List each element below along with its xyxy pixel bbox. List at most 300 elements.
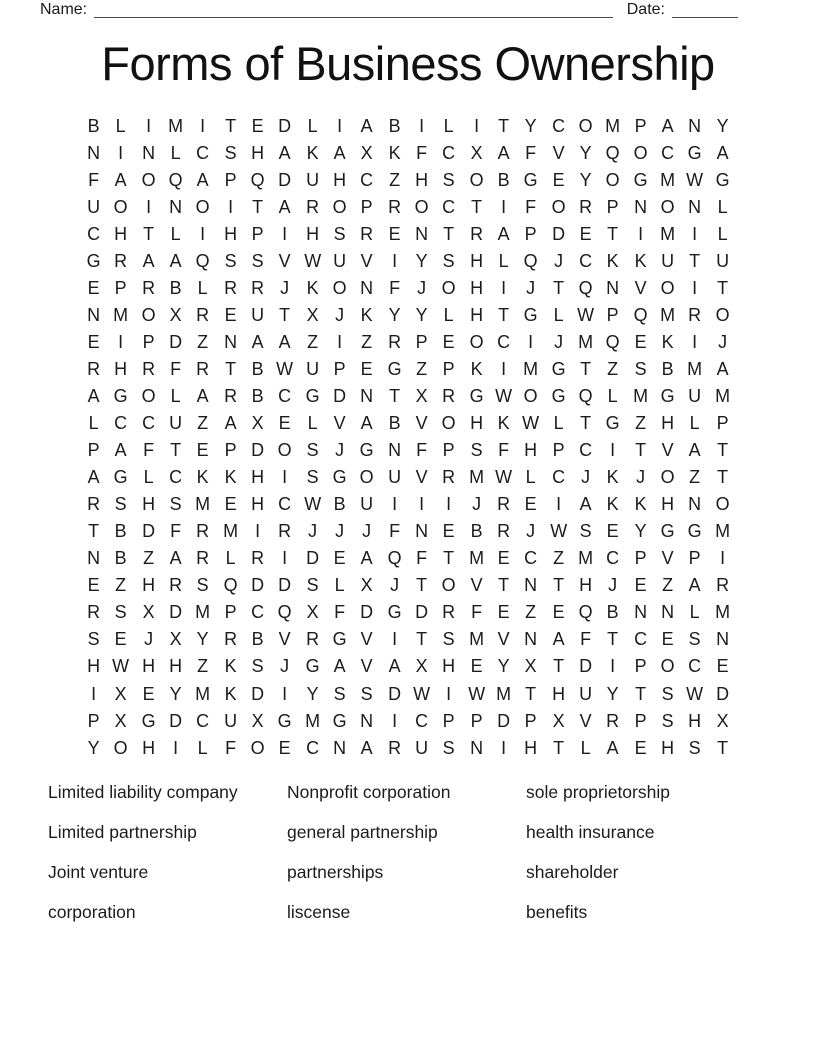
grid-letter: R	[606, 709, 620, 731]
grid-letter: N	[360, 384, 374, 406]
grid-letter: U	[305, 357, 319, 379]
grid-letter: O	[141, 168, 156, 190]
grid-letter: I	[200, 114, 206, 136]
grid-letter: P	[142, 330, 155, 352]
grid-letter: G	[633, 168, 648, 190]
grid-letter: W	[577, 303, 595, 325]
grid-letter: X	[360, 141, 373, 163]
grid-letter: B	[333, 493, 346, 515]
grid-letter: I	[719, 547, 725, 569]
grid-letter: M	[578, 330, 594, 352]
grid-letter: P	[442, 709, 455, 731]
grid-letter: U	[579, 682, 593, 704]
grid-letter: E	[552, 601, 565, 623]
grid-letter: P	[87, 709, 100, 731]
grid-letter: P	[634, 114, 647, 136]
grid-letter: P	[552, 439, 565, 461]
grid-letter: G	[360, 439, 374, 461]
grid-letter: I	[391, 628, 397, 650]
grid-letter: D	[387, 682, 401, 704]
word-bank-item: health insurance	[526, 821, 655, 842]
grid-letter: S	[470, 439, 483, 461]
grid-letter: F	[170, 520, 182, 542]
grid-letter: X	[114, 682, 127, 704]
grid-letter: C	[606, 547, 620, 569]
grid-letter: O	[141, 384, 156, 406]
grid-letter: T	[552, 655, 564, 677]
grid-letter: F	[498, 439, 510, 461]
grid-letter: T	[252, 195, 264, 217]
grid-letter: Q	[606, 141, 620, 163]
grid-letter: T	[498, 303, 510, 325]
grid-letter: F	[334, 601, 346, 623]
grid-letter: N	[387, 439, 401, 461]
grid-letter: Z	[689, 466, 701, 488]
grid-letter: N	[688, 195, 702, 217]
grid-letter: R	[688, 303, 702, 325]
grid-letter: J	[362, 520, 372, 542]
grid-letter: E	[634, 330, 647, 352]
grid-letter: C	[196, 141, 210, 163]
grid-letter: P	[524, 709, 537, 731]
grid-letter: W	[467, 682, 485, 704]
grid-letter: E	[360, 357, 373, 379]
grid-letter: X	[470, 141, 483, 163]
grid-letter: L	[170, 384, 181, 406]
word-bank-item: Joint venture	[48, 861, 149, 882]
grid-letter: T	[716, 466, 728, 488]
grid-letter: H	[333, 168, 347, 190]
grid-letter: M	[195, 601, 211, 623]
grid-letter: O	[332, 195, 347, 217]
grid-letter: I	[118, 330, 124, 352]
grid-letter: F	[470, 601, 482, 623]
grid-letter: Z	[306, 330, 318, 352]
grid-letter: G	[524, 303, 538, 325]
grid-letter: I	[555, 493, 561, 515]
grid-letter: M	[195, 493, 211, 515]
grid-letter: W	[303, 493, 321, 515]
grid-letter: Y	[87, 736, 100, 758]
grid-letter: F	[224, 736, 236, 758]
grid-letter: E	[114, 628, 127, 650]
grid-letter: S	[360, 682, 373, 704]
grid-letter: L	[88, 412, 99, 434]
grid-letter: D	[333, 384, 347, 406]
grid-letter: H	[141, 655, 155, 677]
grid-letter: P	[470, 709, 483, 731]
grid-letter: X	[552, 709, 565, 731]
grid-letter: G	[524, 168, 538, 190]
grid-letter: D	[305, 547, 319, 569]
grid-letter: O	[524, 384, 538, 406]
grid-letter: Q	[578, 601, 593, 623]
grid-letter: G	[332, 466, 347, 488]
grid-letter: H	[169, 655, 183, 677]
grid-letter: U	[305, 168, 319, 190]
grid-letter: I	[255, 520, 261, 542]
grid-letter: P	[606, 303, 619, 325]
grid-letter: P	[360, 195, 373, 217]
grid-letter: W	[686, 682, 704, 704]
grid-letter: I	[282, 547, 288, 569]
grid-letter: T	[580, 412, 592, 434]
grid-letter: A	[388, 655, 401, 677]
grid-letter: D	[278, 168, 292, 190]
grid-letter: S	[114, 601, 127, 623]
grid-letter: G	[660, 384, 675, 406]
grid-letter: N	[469, 736, 483, 758]
grid-letter: R	[715, 574, 729, 596]
grid-letter: S	[333, 682, 346, 704]
grid-letter: E	[634, 574, 647, 596]
grid-letter: U	[688, 384, 702, 406]
grid-letter: X	[142, 601, 155, 623]
grid-letter: H	[661, 736, 675, 758]
grid-letter: M	[714, 601, 730, 623]
grid-letter: G	[387, 601, 402, 623]
grid-letter: X	[306, 303, 319, 325]
grid-letter: R	[442, 384, 456, 406]
grid-letter: I	[391, 709, 397, 731]
grid-letter: G	[305, 655, 320, 677]
grid-letter: I	[692, 222, 698, 244]
grid-letter: A	[661, 114, 674, 136]
word-bank-item: corporation	[48, 901, 136, 922]
grid-letter: B	[388, 412, 401, 434]
grid-letter: G	[141, 709, 156, 731]
grid-letter: Y	[716, 114, 729, 136]
grid-letter: N	[415, 222, 429, 244]
grid-letter: I	[637, 222, 643, 244]
grid-letter: H	[305, 222, 319, 244]
grid-letter: X	[169, 303, 182, 325]
grid-letter: T	[580, 357, 592, 379]
grid-letter: G	[660, 520, 675, 542]
grid-letter: E	[497, 601, 510, 623]
grid-letter: J	[307, 520, 317, 542]
grid-letter: H	[223, 222, 237, 244]
grid-letter: Z	[607, 357, 619, 379]
grid-letter: N	[524, 628, 538, 650]
grid-letter: T	[388, 384, 400, 406]
grid-letter: V	[360, 655, 373, 677]
grid-letter: G	[332, 709, 347, 731]
grid-letter: H	[469, 276, 483, 298]
grid-letter: V	[333, 412, 346, 434]
grid-letter: N	[715, 628, 729, 650]
grid-letter: B	[661, 357, 674, 379]
grid-letter: E	[470, 655, 483, 677]
grid-letter: N	[633, 195, 647, 217]
grid-letter: E	[224, 493, 237, 515]
grid-letter: M	[222, 520, 238, 542]
grid-letter: H	[251, 141, 265, 163]
grid-letter: X	[114, 709, 127, 731]
grid-letter: K	[224, 655, 237, 677]
grid-letter: H	[141, 736, 155, 758]
grid-letter: E	[87, 276, 100, 298]
grid-letter: E	[388, 222, 401, 244]
grid-letter: A	[87, 384, 100, 406]
grid-letter: G	[688, 141, 702, 163]
grid-letter: R	[223, 384, 237, 406]
grid-letter: F	[170, 357, 182, 379]
grid-letter: C	[551, 114, 565, 136]
grid-letter: O	[442, 412, 456, 434]
grid-letter: Q	[633, 303, 648, 325]
grid-letter: G	[278, 709, 292, 731]
grid-letter: M	[632, 384, 648, 406]
grid-letter: H	[524, 439, 538, 461]
grid-letter: Y	[524, 114, 537, 136]
grid-letter: A	[552, 628, 565, 650]
grid-letter: P	[224, 439, 237, 461]
grid-letter: J	[526, 276, 536, 298]
grid-letter: M	[496, 682, 512, 704]
grid-letter: H	[251, 466, 265, 488]
grid-letter: O	[715, 493, 730, 515]
word-bank-item: Nonprofit corporation	[287, 781, 451, 802]
grid-letter: R	[87, 601, 101, 623]
grid-letter: F	[416, 141, 428, 163]
grid-letter: K	[606, 249, 619, 271]
grid-letter: O	[633, 141, 648, 163]
grid-letter: D	[169, 330, 183, 352]
grid-letter: F	[388, 520, 400, 542]
grid-letter: G	[551, 357, 566, 379]
grid-letter: A	[333, 141, 346, 163]
grid-letter: H	[415, 168, 429, 190]
grid-letter: B	[251, 357, 264, 379]
grid-letter: D	[497, 709, 511, 731]
grid-letter: S	[251, 249, 264, 271]
grid-letter: K	[497, 412, 510, 434]
grid-letter: R	[141, 276, 155, 298]
grid-letter: W	[495, 384, 513, 406]
grid-letter: V	[661, 547, 674, 569]
grid-letter: R	[223, 628, 237, 650]
grid-letter: I	[692, 330, 698, 352]
grid-letter: T	[224, 114, 236, 136]
grid-letter: B	[470, 520, 483, 542]
grid-letter: U	[169, 412, 183, 434]
grid-letter: U	[223, 709, 237, 731]
header	[40, 0, 738, 18]
grid-letter: X	[306, 601, 319, 623]
grid-letter: Y	[579, 168, 592, 190]
grid-letter: C	[360, 168, 374, 190]
grid-letter: M	[660, 168, 676, 190]
grid-letter: A	[688, 574, 701, 596]
grid-letter: C	[688, 655, 702, 677]
grid-letter: J	[717, 330, 727, 352]
grid-letter: J	[143, 628, 153, 650]
grid-letter: B	[251, 628, 264, 650]
grid-letter: O	[469, 330, 484, 352]
grid-letter: L	[307, 114, 318, 136]
grid-letter: I	[610, 655, 616, 677]
grid-letter: W	[303, 249, 321, 271]
grid-letter: I	[227, 195, 233, 217]
grid-letter: H	[141, 574, 155, 596]
grid-letter: J	[335, 439, 345, 461]
grid-letter: B	[114, 520, 127, 542]
grid-letter: I	[473, 114, 479, 136]
grid-letter: D	[278, 574, 292, 596]
grid-letter: F	[580, 628, 592, 650]
grid-letter: H	[524, 736, 538, 758]
grid-letter: T	[716, 276, 728, 298]
grid-letter: J	[635, 466, 645, 488]
grid-letter: R	[251, 276, 265, 298]
grid-letter: R	[442, 601, 456, 623]
grid-letter: L	[553, 412, 564, 434]
grid-letter: A	[224, 412, 237, 434]
grid-letter: P	[442, 439, 455, 461]
grid-letter: Y	[388, 303, 401, 325]
grid-letter: E	[87, 330, 100, 352]
grid-letter: M	[195, 682, 211, 704]
grid-letter: P	[114, 276, 127, 298]
grid-letter: K	[224, 682, 237, 704]
grid-letter: J	[280, 655, 290, 677]
grid-letter: N	[688, 493, 702, 515]
grid-letter: A	[114, 168, 127, 190]
grid-letter: X	[360, 574, 373, 596]
grid-letter: G	[688, 520, 702, 542]
grid-letter: Z	[361, 330, 373, 352]
grid-letter: I	[446, 493, 452, 515]
grid-letter: M	[113, 303, 129, 325]
grid-letter: A	[579, 493, 592, 515]
grid-letter: S	[196, 574, 209, 596]
grid-letter: R	[360, 222, 374, 244]
grid-letter: O	[578, 114, 593, 136]
grid-letter: N	[415, 520, 429, 542]
grid-letter: R	[114, 249, 128, 271]
grid-letter: Z	[525, 601, 537, 623]
grid-letter: I	[501, 195, 507, 217]
grid-letter: S	[442, 736, 455, 758]
grid-letter: M	[714, 520, 730, 542]
grid-letter: N	[141, 141, 155, 163]
grid-letter: S	[224, 141, 237, 163]
grid-letter: I	[501, 357, 507, 379]
grid-letter: T	[525, 682, 537, 704]
grid-letter: H	[251, 493, 265, 515]
grid-letter: A	[278, 195, 291, 217]
grid-letter: F	[525, 141, 537, 163]
grid-letter: H	[141, 493, 155, 515]
grid-letter: A	[360, 736, 373, 758]
grid-letter: E	[524, 493, 537, 515]
grid-letter: O	[551, 195, 566, 217]
grid-letter: G	[305, 384, 320, 406]
grid-letter: I	[391, 493, 397, 515]
grid-letter: A	[278, 141, 291, 163]
grid-letter: R	[387, 736, 401, 758]
grid-letter: O	[660, 276, 675, 298]
grid-letter: U	[715, 249, 729, 271]
grid-letter: L	[225, 547, 236, 569]
grid-letter: U	[333, 249, 347, 271]
grid-letter: E	[579, 222, 592, 244]
grid-letter: Y	[169, 682, 182, 704]
grid-letter: M	[168, 114, 184, 136]
grid-letter: I	[173, 736, 179, 758]
grid-letter: C	[196, 709, 210, 731]
grid-letter: G	[551, 384, 566, 406]
grid-letter: K	[224, 466, 237, 488]
grid-letter: A	[360, 412, 373, 434]
grid-letter: A	[142, 249, 155, 271]
grid-letter: E	[634, 736, 647, 758]
grid-letter: Q	[168, 168, 183, 190]
grid-letter: Z	[142, 547, 154, 569]
grid-letter: W	[686, 168, 704, 190]
grid-letter: T	[470, 195, 482, 217]
word-bank-item: shareholder	[526, 861, 619, 882]
grid-letter: Z	[388, 168, 400, 190]
grid-letter: K	[606, 466, 619, 488]
grid-letter: C	[278, 493, 292, 515]
grid-letter: D	[360, 601, 374, 623]
grid-letter: M	[468, 547, 484, 569]
grid-letter: A	[87, 466, 100, 488]
grid-letter: I	[419, 114, 425, 136]
grid-letter: N	[688, 114, 702, 136]
grid-letter: D	[251, 439, 265, 461]
grid-letter: O	[360, 466, 374, 488]
grid-letter: I	[419, 493, 425, 515]
grid-letter: Y	[634, 520, 647, 542]
grid-letter: Z	[115, 574, 127, 596]
grid-letter: S	[661, 709, 674, 731]
grid-letter: T	[607, 628, 619, 650]
grid-letter: O	[250, 736, 265, 758]
grid-letter: R	[196, 547, 210, 569]
grid-letter: J	[581, 466, 591, 488]
grid-letter: A	[716, 141, 729, 163]
grid-letter: T	[416, 574, 428, 596]
grid-letter: M	[304, 709, 320, 731]
grid-letter: I	[446, 682, 452, 704]
grid-letter: S	[306, 466, 319, 488]
grid-letter: R	[278, 520, 292, 542]
grid-letter: S	[634, 357, 647, 379]
grid-letter: Q	[578, 276, 593, 298]
grid-letter: S	[169, 493, 182, 515]
word-bank	[48, 772, 765, 932]
grid-letter: C	[169, 466, 183, 488]
grid-letter: N	[87, 141, 101, 163]
grid-letter: O	[660, 655, 675, 677]
grid-letter: M	[578, 547, 594, 569]
grid-letter: X	[415, 655, 428, 677]
grid-letter: J	[608, 574, 618, 596]
grid-letter: P	[606, 195, 619, 217]
grid-letter: G	[387, 357, 402, 379]
grid-letter: D	[141, 520, 155, 542]
grid-letter: T	[634, 439, 646, 461]
grid-letter: J	[389, 574, 399, 596]
grid-letter: H	[114, 357, 128, 379]
grid-letter: G	[332, 628, 347, 650]
grid-letter: O	[196, 195, 210, 217]
grid-letter: B	[606, 601, 619, 623]
grid-letter: J	[417, 276, 427, 298]
